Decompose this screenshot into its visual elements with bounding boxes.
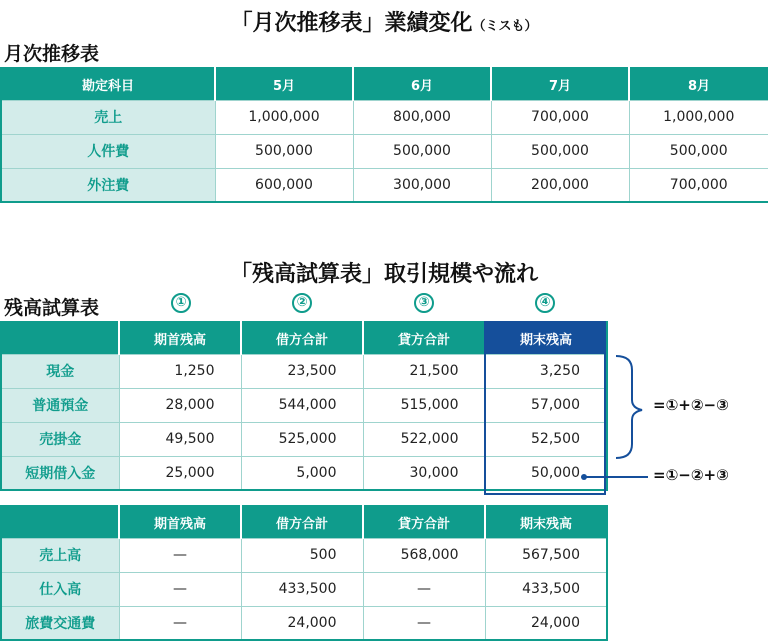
income-header-debit: 借方合計 — [241, 506, 363, 538]
monthly-section-label: 月次推移表 — [4, 43, 100, 65]
row-label: 短期借入金 — [1, 456, 119, 490]
cell-value: 3,250 — [485, 354, 607, 388]
cell-value: 500,000 — [491, 134, 629, 168]
cell-value: 500 — [241, 538, 363, 572]
monthly-header-june: 6月 — [353, 68, 491, 100]
cell-value: 433,500 — [485, 572, 607, 606]
cell-value: 300,000 — [353, 168, 491, 202]
cell-value: 544,000 — [241, 388, 363, 422]
trial-balance-table — [0, 321, 608, 491]
cell-value: 515,000 — [363, 388, 485, 422]
table-row — [1, 100, 768, 134]
table-row — [1, 168, 768, 202]
income-header-opening: 期首残高 — [119, 506, 241, 538]
cell-value: — — [363, 572, 485, 606]
row-label: 現金 — [1, 354, 119, 388]
trial-header-closing: 期末残高 — [485, 322, 607, 354]
cell-value: 600,000 — [215, 168, 353, 202]
row-label: 売掛金 — [1, 422, 119, 456]
income-statement-table — [0, 505, 608, 641]
cell-value: 1,000,000 — [215, 100, 353, 134]
table-row — [1, 456, 607, 490]
table-row — [1, 422, 607, 456]
marker-3-badge: ③ — [414, 293, 434, 313]
row-label: 売上 — [1, 100, 215, 134]
cell-value: 21,500 — [363, 354, 485, 388]
marker-1-badge: ① — [171, 293, 191, 313]
cell-value: 700,000 — [491, 100, 629, 134]
asset-formula: =①+②−③ — [653, 396, 729, 414]
cell-value: 200,000 — [491, 168, 629, 202]
cell-value: 500,000 — [353, 134, 491, 168]
cell-value: 5,000 — [241, 456, 363, 490]
table-row — [1, 572, 607, 606]
asset-rows-brace — [616, 356, 642, 458]
table-row — [1, 354, 607, 388]
monthly-header-row — [1, 68, 768, 100]
row-label: 外注費 — [1, 168, 215, 202]
table-row — [1, 388, 607, 422]
cell-value: 567,500 — [485, 538, 607, 572]
cell-value: 700,000 — [629, 168, 768, 202]
table-row — [1, 538, 607, 572]
cell-value: 23,500 — [241, 354, 363, 388]
monthly-title — [0, 6, 768, 37]
cell-value: — — [119, 606, 241, 640]
trial-header-row — [1, 322, 607, 354]
monthly-table — [0, 67, 768, 203]
trial-header-debit: 借方合計 — [241, 322, 363, 354]
trial-balance-section-label: 残高試算表 — [4, 297, 100, 319]
cell-value: 24,000 — [241, 606, 363, 640]
row-label: 人件費 — [1, 134, 215, 168]
cell-value: 25,000 — [119, 456, 241, 490]
cell-value: 525,000 — [241, 422, 363, 456]
monthly-title-text: 「月次推移表」業績変化 — [230, 11, 473, 36]
monthly-title-note: （ミスも） — [472, 19, 538, 34]
cell-value: 800,000 — [353, 100, 491, 134]
cell-value: 24,000 — [485, 606, 607, 640]
cell-value: 1,000,000 — [629, 100, 768, 134]
monthly-header-august: 8月 — [629, 68, 768, 100]
cell-value: — — [119, 538, 241, 572]
trial-header-opening: 期首残高 — [119, 322, 241, 354]
trial-header-credit: 貸方合計 — [363, 322, 485, 354]
row-label: 仕入高 — [1, 572, 119, 606]
cell-value: 500,000 — [215, 134, 353, 168]
trial-balance-title: 「残高試算表」取引規模や流れ — [229, 262, 538, 287]
row-label: 旅費交通費 — [1, 606, 119, 640]
cell-value: 57,000 — [485, 388, 607, 422]
monthly-header-july: 7月 — [491, 68, 629, 100]
income-header-row — [1, 506, 607, 538]
cell-value: 30,000 — [363, 456, 485, 490]
cell-value: 28,000 — [119, 388, 241, 422]
cell-value: 49,500 — [119, 422, 241, 456]
cell-value: — — [119, 572, 241, 606]
cell-value: 50,000 — [485, 456, 607, 490]
monthly-header-account: 勘定科目 — [1, 68, 215, 100]
table-row — [1, 134, 768, 168]
cell-value: 433,500 — [241, 572, 363, 606]
income-header-credit: 貸方合計 — [363, 506, 485, 538]
cell-value: 500,000 — [629, 134, 768, 168]
cell-value: 52,500 — [485, 422, 607, 456]
trial-header-blank — [1, 322, 119, 354]
cell-value: 522,000 — [363, 422, 485, 456]
row-label: 普通預金 — [1, 388, 119, 422]
monthly-header-may: 5月 — [215, 68, 353, 100]
marker-4-badge: ④ — [535, 293, 555, 313]
cell-value: — — [363, 606, 485, 640]
liability-formula: =①−②+③ — [653, 466, 729, 484]
cell-value: 1,250 — [119, 354, 241, 388]
cell-value: 568,000 — [363, 538, 485, 572]
income-header-closing: 期末残高 — [485, 506, 607, 538]
income-header-blank — [1, 506, 119, 538]
table-row — [1, 606, 607, 640]
marker-2-badge: ② — [292, 293, 312, 313]
row-label: 売上高 — [1, 538, 119, 572]
